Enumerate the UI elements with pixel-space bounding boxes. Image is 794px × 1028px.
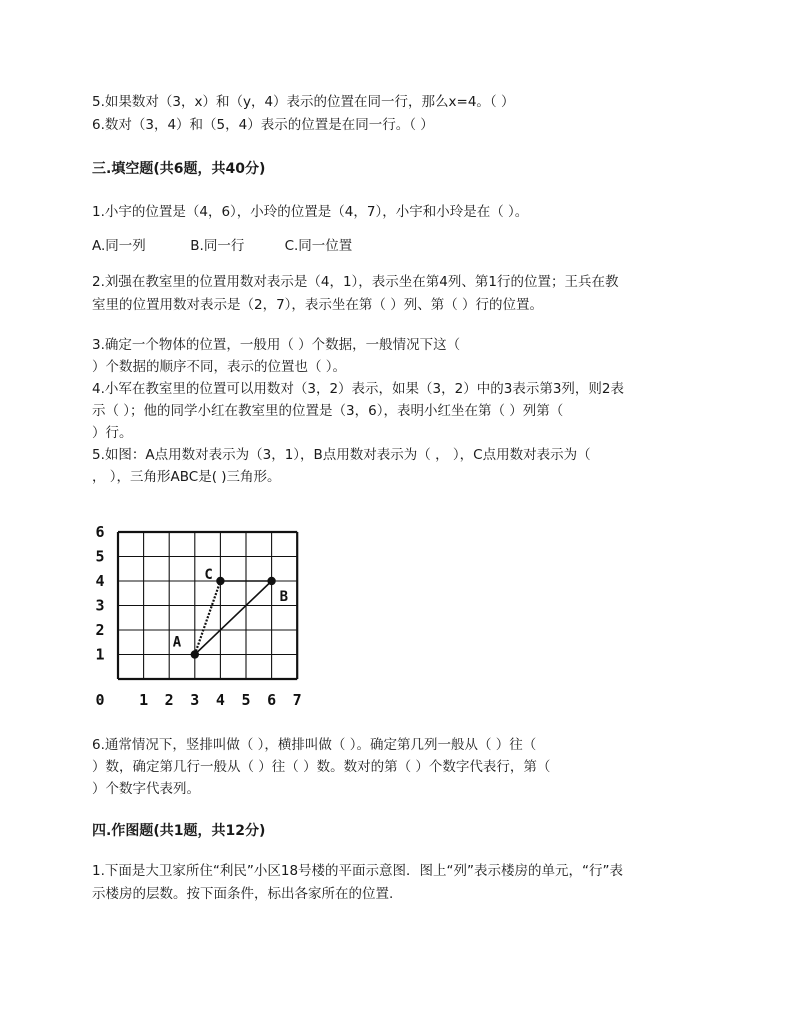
y-tick-label: 3: [95, 596, 105, 615]
option-c: C.同一位置: [284, 238, 353, 254]
point-label-a: A: [172, 634, 182, 651]
section4-title: 四.作图题(共1题，共12分): [92, 823, 266, 839]
option-b: B.同一行: [190, 238, 245, 254]
fill-q4-line3: ）行。: [92, 425, 133, 441]
fill-q2-line1: 2.刘强在教室里的位置用数对表示是（4，1），表示坐在第4列、第1行的位置；王兵在教: [92, 274, 619, 290]
section3-title: 三.填空题(共6题，共40分): [92, 161, 266, 177]
point-a: [191, 650, 199, 658]
fill-q4-line1: 4.小军在教室里的位置可以用数对（3，2）表示，如果（3，2）中的3表示第3列，则2表: [92, 381, 625, 397]
grid-lines: [118, 532, 297, 679]
x-tick-label: 2: [164, 691, 174, 709]
fill-q5-line2: ， ），三角形ABC是( )三角形。: [92, 469, 281, 485]
point-b: [267, 577, 275, 585]
y-tick-label: 5: [95, 547, 105, 566]
fill-q1-options: [92, 237, 352, 255]
point-label-b: B: [279, 589, 289, 605]
judge-q5: 5.如果数对（3，x）和（y，4）表示的位置在同一行，那么x=4。（ ）: [92, 94, 515, 110]
x-tick-label: 1: [139, 691, 149, 709]
x-tick-label: 0: [95, 691, 105, 709]
x-tick-label: 6: [267, 691, 277, 709]
coordinate-grid-figure: [86, 518, 316, 709]
x-tick-label: 4: [215, 691, 225, 709]
y-tick-label: 6: [95, 523, 105, 541]
x-tick-label: 3: [190, 691, 200, 709]
axis-labels: [95, 523, 301, 709]
judge-q6: 6.数对（3，4）和（5，4）表示的位置是在同一行。（ ）: [92, 117, 434, 133]
point-c: [216, 577, 224, 585]
fill-q3-line2: ）个数据的顺序不同，表示的位置也（ ）。: [92, 359, 347, 375]
point-label-c: C: [204, 567, 213, 583]
y-tick-label: 4: [95, 572, 105, 590]
y-tick-label: 1: [95, 645, 105, 664]
segment-ac: [195, 581, 221, 655]
fill-q6-line1: 6.通常情况下，竖排叫做（ ），横排叫做（ ）。确定第几列一般从（ ）往（: [92, 737, 537, 753]
segment-ab: [195, 581, 272, 655]
draw-q1-line1: 1.下面是大卫家所住“利民”小区18号楼的平面示意图．图上“列”表示楼房的单元，“行”表: [92, 863, 624, 879]
fill-q1: 1.小宇的位置是（4，6），小玲的位置是（4，7），小宇和小玲是在（ ）。: [92, 204, 529, 220]
fill-q3-line1: 3.确定一个物体的位置，一般用（ ）个数据，一般情况下这（: [92, 337, 461, 353]
fill-q6-line3: ）个数字代表列。: [92, 781, 200, 797]
y-tick-label: 2: [95, 621, 105, 639]
option-a: A.同一列: [92, 238, 146, 254]
fill-q2-line2: 室里的位置用数对表示是（2，7），表示坐在第（ ）列、第（ ）行的位置。: [92, 297, 544, 313]
x-tick-label: 5: [241, 691, 251, 709]
fill-q6-line2: ）数，确定第几行一般从（ ）往（ ）数。数对的第（ ）个数字代表行，第（: [92, 759, 551, 775]
fill-q5-line1: 5.如图：A点用数对表示为（3，1），B点用数对表示为（ ， ），C点用数对表示为（: [92, 447, 591, 463]
draw-q1-line2: 示楼房的层数。按下面条件，标出各家所在的位置.: [92, 886, 394, 902]
x-tick-label: 7: [292, 691, 302, 709]
fill-q4-line2: 示（ ）；他的同学小红在教室里的位置是（3，6），表明小红坐在第（ ）列第（: [92, 403, 564, 419]
